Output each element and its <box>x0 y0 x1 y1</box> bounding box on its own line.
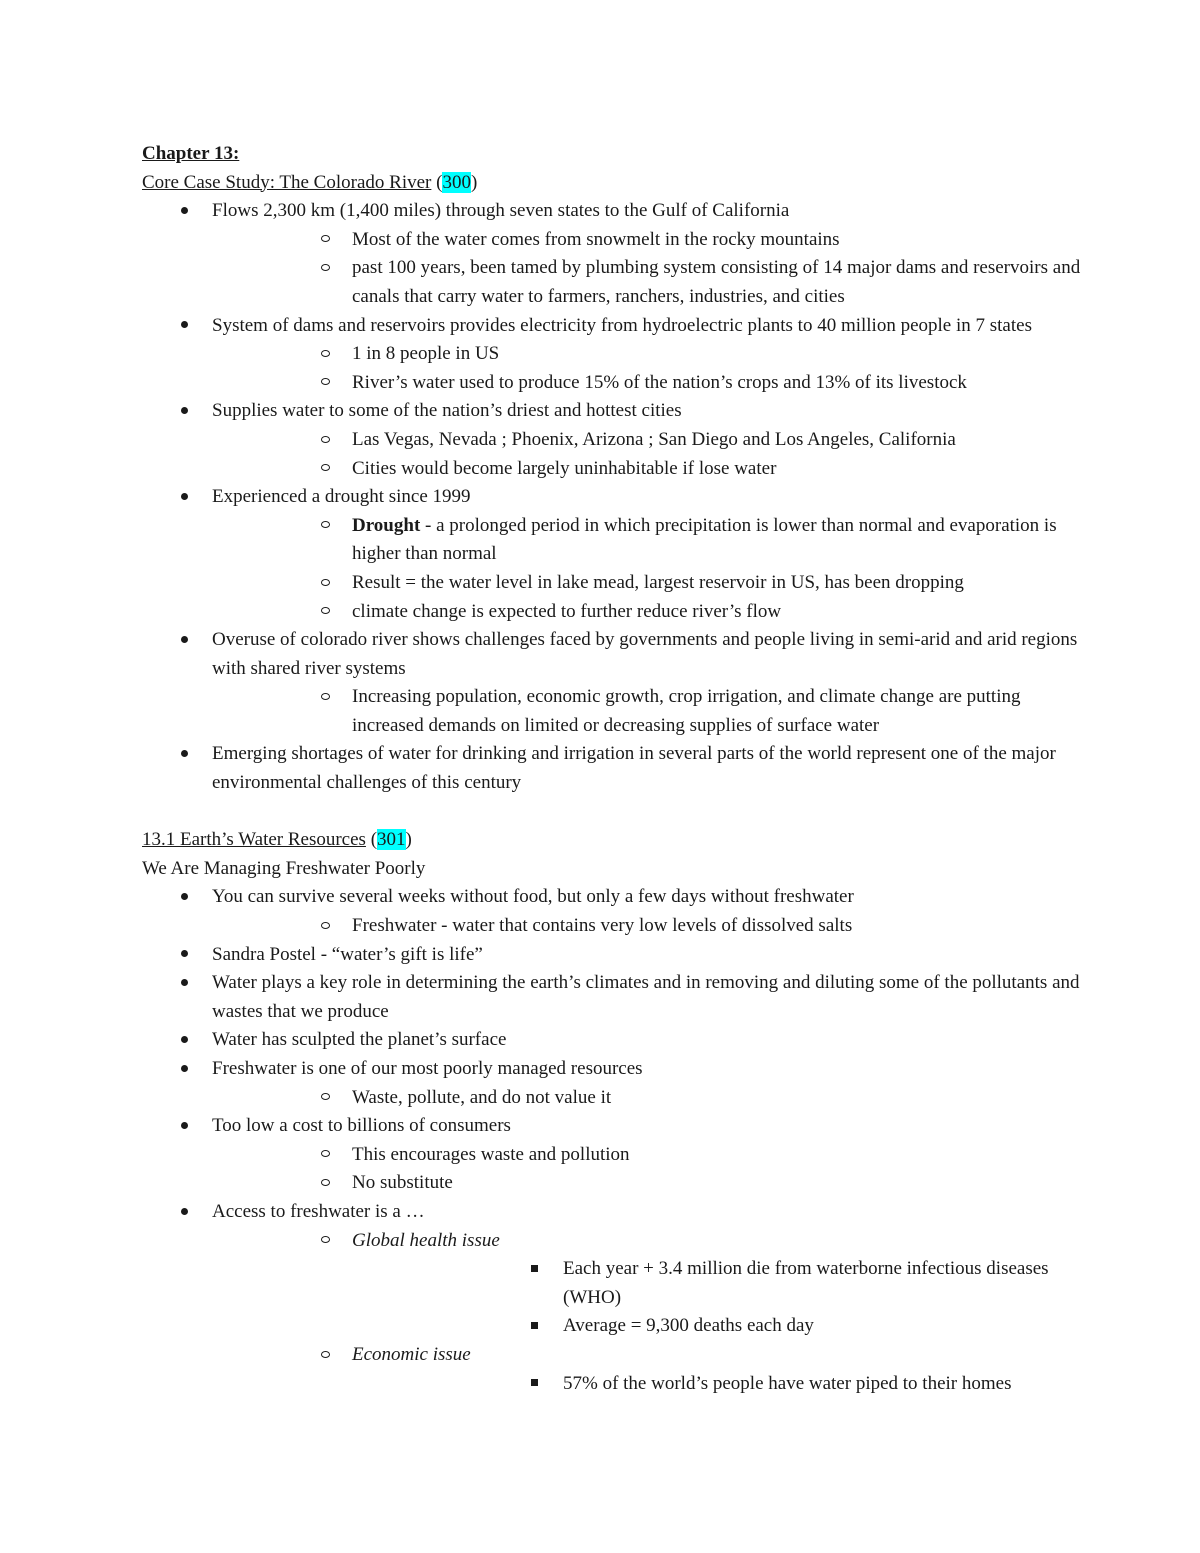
bullet-circle-icon <box>315 683 335 712</box>
case-study-page-ref: 300 <box>442 171 471 193</box>
bullet-circle-icon <box>315 569 335 598</box>
bullet-square-icon <box>524 1370 544 1399</box>
bullet-circle-icon <box>315 598 335 627</box>
bullet-circle-icon <box>315 1084 335 1113</box>
section-list <box>142 883 1082 1398</box>
spacer <box>142 798 1082 827</box>
list-item: Access to freshwater is a … Global health issue Each year + 3.4 million die from waterborne infectious diseases (WHO) Average = 9,300 deaths each day Economic issue 57% of the world’s people have water piped to their homes <box>142 1198 1082 1398</box>
list-item: Global health issue Each year + 3.4 million die from waterborne infectious diseases (WHO) Average = 9,300 deaths each day <box>212 1227 1082 1341</box>
bullet-disc-icon <box>174 740 194 769</box>
sub-sub-list <box>352 1255 1082 1341</box>
list-item: Emerging shortages of water for drinking and irrigation in several parts of the world represent one of the major environmental challenges of this century <box>142 740 1082 797</box>
section-subtitle: We Are Managing Freshwater Poorly <box>142 857 426 879</box>
list-item: Overuse of colorado river shows challenges faced by governments and people living in semi-arid and arid regions with shared river systems Increasing population, economic growth, crop irrigation, and climate change are putting increased demands on limited or decreasing supplies of surface water <box>142 626 1082 740</box>
list-item: 1 in 8 people in US <box>212 340 1082 369</box>
list-item: Freshwater is one of our most poorly managed resources Waste, pollute, and do not value it <box>142 1055 1082 1112</box>
bullet-circle-icon <box>315 912 335 941</box>
document-page <box>142 140 1082 1398</box>
list-item: past 100 years, been tamed by plumbing system consisting of 14 major dams and reservoirs and canals that carry water to farmers, ranchers, industries, and cities <box>212 254 1082 311</box>
list-item: Freshwater - water that contains very low levels of dissolved salts <box>212 912 1082 941</box>
list-item: Too low a cost to billions of consumers This encourages waste and pollution No substitute <box>142 1112 1082 1198</box>
drought-term: Drought <box>352 514 421 536</box>
list-item: Each year + 3.4 million die from waterborne infectious diseases (WHO) <box>352 1255 1082 1312</box>
list-item: This encourages waste and pollution <box>212 1141 1082 1170</box>
case-study-list <box>142 197 1082 797</box>
sub-list <box>212 912 1082 941</box>
bullet-disc-icon <box>174 1198 194 1227</box>
list-item: River’s water used to produce 15% of the nation’s crops and 13% of its livestock <box>212 369 1082 398</box>
sub-list <box>212 340 1082 397</box>
list-item: Drought - a prolonged period in which precipitation is lower than normal and evaporation is higher than normal <box>212 512 1082 569</box>
bullet-circle-icon <box>315 1169 335 1198</box>
list-item: Las Vegas, Nevada ; Phoenix, Arizona ; San Diego and Los Angeles, California <box>212 426 1082 455</box>
list-item: Flows 2,300 km (1,400 miles) through seven states to the Gulf of California Most of the water comes from snowmelt in the rocky mountains past 100 years, been tamed by plumbing system consisting of 14 major dams and reservoirs and canals that carry water to farmers, ranchers, industries, and cities <box>142 197 1082 311</box>
list-item: climate change is expected to further reduce river’s flow <box>212 598 1082 627</box>
bullet-disc-icon <box>174 626 194 655</box>
sub-list <box>212 683 1082 740</box>
list-item: Economic issue 57% of the world’s people have water piped to their homes <box>212 1341 1082 1398</box>
bullet-square-icon <box>524 1255 544 1284</box>
list-item: System of dams and reservoirs provides electricity from hydroelectric plants to 40 million people in 7 states 1 in 8 people in US River’s water used to produce 15% of the nation’s crops and 13% of its livestock <box>142 312 1082 398</box>
case-study-title: Core Case Study: The Colorado River <box>142 171 432 193</box>
list-item: Water plays a key role in determining the earth’s climates and in removing and diluting some of the pollutants and wastes that we produce <box>142 969 1082 1026</box>
sub-list <box>212 1084 1082 1113</box>
bullet-circle-icon <box>315 369 335 398</box>
sub-list <box>212 512 1082 626</box>
sub-list <box>212 226 1082 312</box>
bullet-circle-icon <box>315 340 335 369</box>
bullet-disc-icon <box>174 1112 194 1141</box>
list-item: Cities would become largely uninhabitable if lose water <box>212 455 1082 484</box>
bullet-disc-icon <box>174 312 194 341</box>
case-study-heading <box>142 169 1082 198</box>
bullet-circle-icon <box>315 426 335 455</box>
bullet-circle-icon <box>315 254 335 283</box>
bullet-circle-icon <box>315 1141 335 1170</box>
sub-list <box>212 1141 1082 1198</box>
sub-list <box>212 1227 1082 1399</box>
chapter-title <box>142 140 1082 169</box>
list-item: Sandra Postel - “water’s gift is life” <box>142 941 1082 970</box>
chapter-title-text: Chapter 13: <box>142 143 240 164</box>
list-item: No substitute <box>212 1169 1082 1198</box>
case-study-paren-open: ( <box>431 171 443 193</box>
section-paren-open: ( <box>365 829 378 851</box>
bullet-circle-icon <box>315 1341 335 1370</box>
bullet-disc-icon <box>174 197 194 226</box>
bullet-disc-icon <box>174 969 194 998</box>
bullet-disc-icon <box>174 941 194 970</box>
list-item: Result = the water level in lake mead, largest reservoir in US, has been dropping <box>212 569 1082 598</box>
bullet-circle-icon <box>315 455 335 484</box>
section-title: 13.1 Earth’s Water Resources <box>142 829 366 851</box>
bullet-circle-icon <box>315 1227 335 1256</box>
list-item: You can survive several weeks without food, but only a few days without freshwater Freshwater - water that contains very low levels of dissolved salts <box>142 883 1082 940</box>
case-study-paren-close: ) <box>470 171 478 193</box>
sub-list <box>212 426 1082 483</box>
list-item: Most of the water comes from snowmelt in the rocky mountains <box>212 226 1082 255</box>
bullet-disc-icon <box>174 1055 194 1084</box>
list-item: Waste, pollute, and do not value it <box>212 1084 1082 1113</box>
list-item: Average = 9,300 deaths each day <box>352 1312 1082 1341</box>
section-paren-close: ) <box>405 829 412 851</box>
bullet-circle-icon <box>315 512 335 541</box>
list-item: Experienced a drought since 1999 Drought - a prolonged period in which precipitation is lower than normal and evaporation is higher than normal Result = the water level in lake mead, largest reservoir in US, has been dropping climate change is expected to further reduce river’s flow <box>142 483 1082 626</box>
list-item: Increasing population, economic growth, crop irrigation, and climate change are putting increased demands on limited or decreasing supplies of surface water <box>212 683 1082 740</box>
sub-sub-list <box>352 1370 1082 1399</box>
bullet-disc-icon <box>174 483 194 512</box>
bullet-square-icon <box>524 1312 544 1341</box>
bullet-circle-icon <box>315 226 335 255</box>
section-heading <box>142 826 1082 855</box>
bullet-disc-icon <box>174 883 194 912</box>
list-item: 57% of the world’s people have water piped to their homes <box>352 1370 1082 1399</box>
list-item: Water has sculpted the planet’s surface <box>142 1026 1082 1055</box>
bullet-disc-icon <box>174 397 194 426</box>
list-item: Supplies water to some of the nation’s driest and hottest cities Las Vegas, Nevada ; Phoenix, Arizona ; San Diego and Los Angeles, California Cities would become largely uninhabitable if lose water <box>142 397 1082 483</box>
section-page-ref: 301 <box>377 829 406 851</box>
bullet-disc-icon <box>174 1026 194 1055</box>
